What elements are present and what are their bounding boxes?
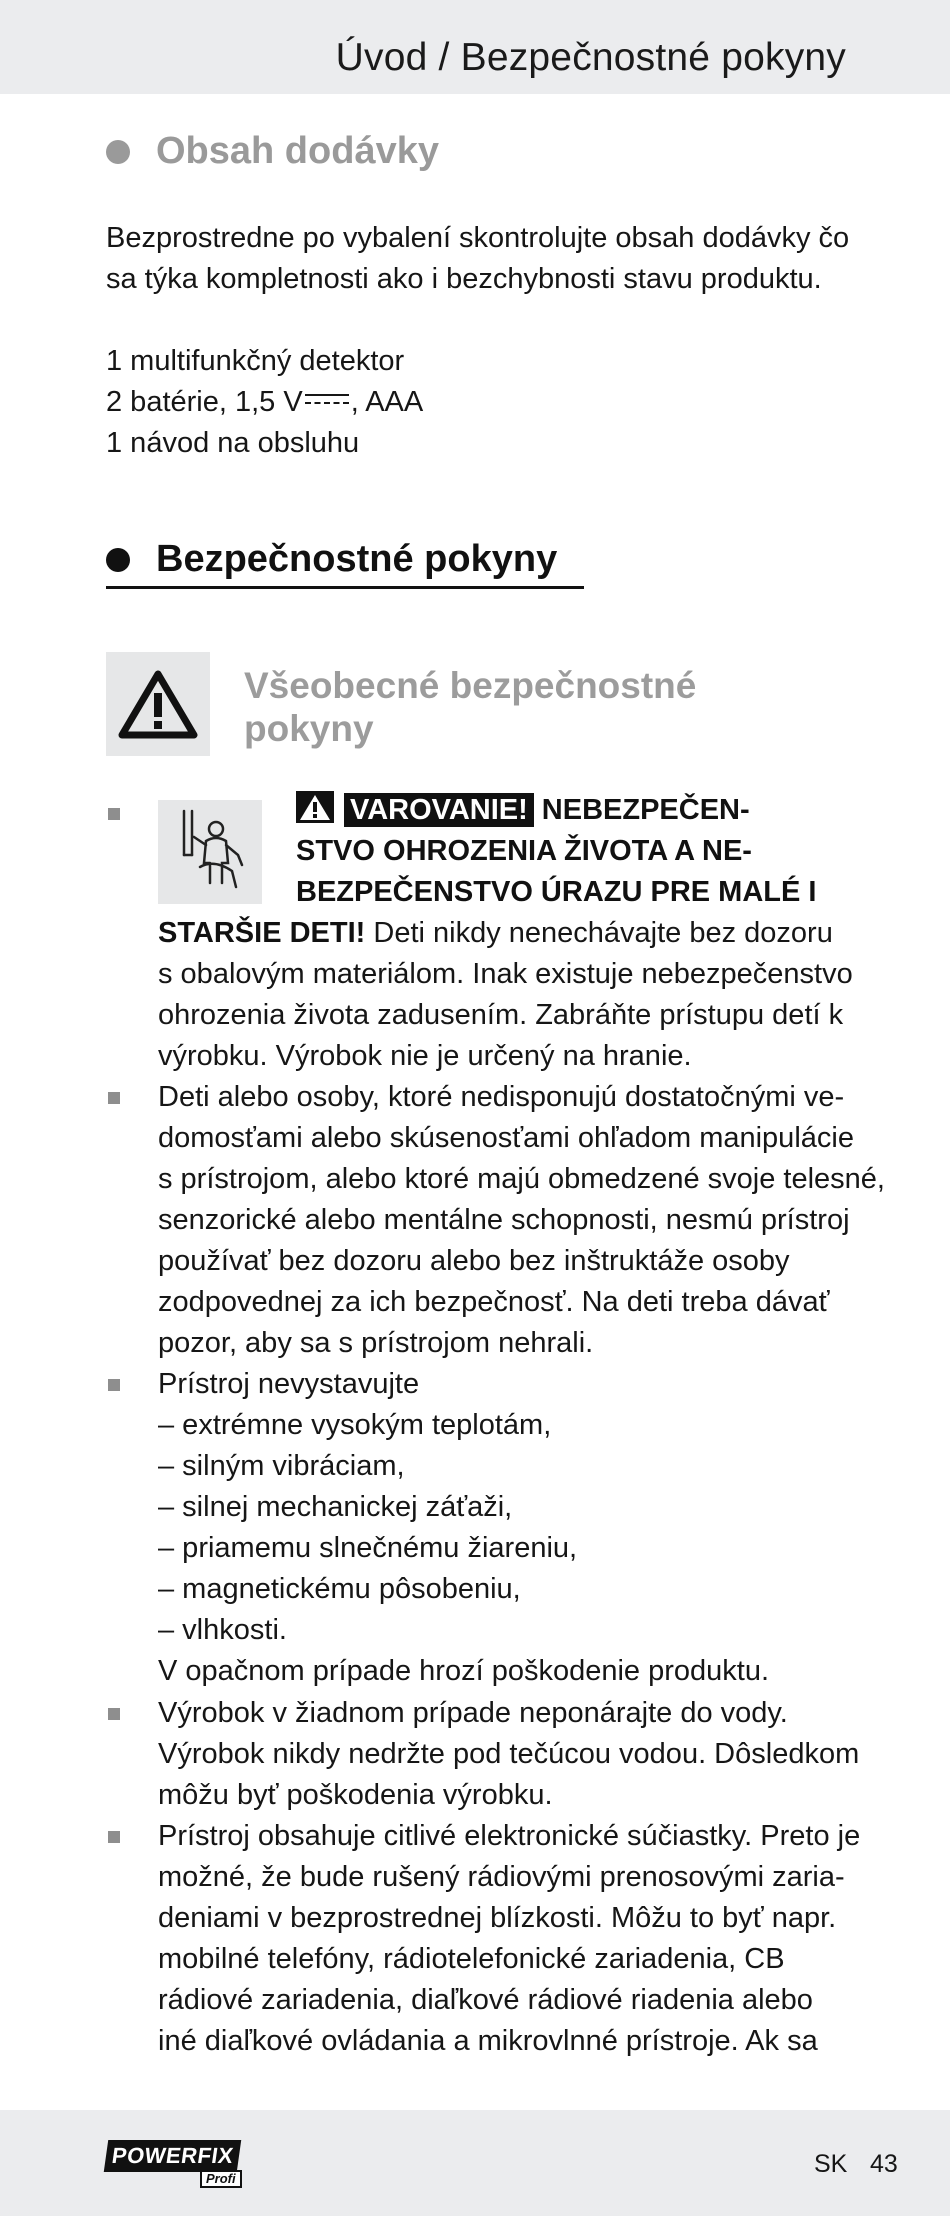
- warning-children-emphasis: STARŠIE DETI!: [158, 917, 366, 949]
- contents-intro-line: sa týka kompletnosti ako i bezchybnosti stavu produktu.: [106, 263, 822, 295]
- safety-item-line: s prístrojom, alebo ktoré majú obmedzené svoje telesné,: [158, 1163, 885, 1195]
- safety-item-line: Výrobok nikdy nedržte pod tečúcou vodou. Dôsledkom: [158, 1738, 860, 1770]
- list-bullet: [108, 808, 120, 820]
- batteries-text: 2 batérie, 1,5 V: [106, 386, 303, 418]
- warning-line-1-text: NEBEZPEČEN-: [541, 794, 750, 826]
- safety-item-line: Prístroj nevystavujte: [158, 1368, 420, 1400]
- warning-line-1: [296, 790, 750, 831]
- safety-item-line: V opačnom prípade hrozí poškodenie produktu.: [158, 1655, 770, 1687]
- general-safety-heading: [244, 664, 804, 750]
- safety-item-line: Prístroj obsahuje citlivé elektronické súčiastky. Preto je: [158, 1820, 861, 1852]
- safety-item-line: iné diaľkové ovládania a mikrovlnné prístroje. Ak sa: [158, 2025, 818, 2057]
- safety-item-line: – magnetickému pôsobeniu,: [158, 1573, 521, 1605]
- brand-logo: [106, 2140, 264, 2188]
- safety-heading-underline: [106, 586, 584, 589]
- warning-body-line: ohrozenia života zadusením. Zabráňte prístupu detí k: [158, 999, 844, 1031]
- safety-item-line: možné, že bude rušený rádiovými prenosovými zaria-: [158, 1861, 845, 1893]
- general-safety-heading-line: pokyny: [244, 708, 374, 749]
- safety-heading: [106, 538, 557, 581]
- dc-current-icon: [303, 390, 351, 412]
- safety-item-interference: [158, 1816, 861, 2062]
- warning-line-2: STVO OHROZENIA ŽIVOTA A NE-: [296, 835, 752, 867]
- warning-body-line: s obalovým materiálom. Inak existuje nebezpečenstvo: [158, 958, 853, 990]
- brand-logo-sub: Profi: [200, 2170, 242, 2188]
- safety-item-line: – priamemu slnečnému žiareniu,: [158, 1532, 578, 1564]
- safety-item-line: – vlhkosti.: [158, 1614, 287, 1646]
- heading-bullet-icon: [106, 548, 130, 572]
- safety-item-line: môžu byť poškodenia výrobku.: [158, 1779, 553, 1811]
- contents-list: [106, 341, 856, 464]
- safety-item-line: mobilné telefóny, rádiotelefonické zariadenia, CB: [158, 1943, 785, 1975]
- child-hazard-box: [158, 800, 262, 904]
- safety-item-line: – silným vibráciam,: [158, 1450, 405, 1482]
- safety-item-line: používať bez dozoru alebo bez inštruktáže osoby: [158, 1245, 790, 1277]
- page-number: 43: [870, 2150, 898, 2178]
- warning-triangle-icon: [296, 791, 334, 823]
- safety-item-water: [158, 1693, 858, 1816]
- safety-item-line: – silnej mechanickej záťaži,: [158, 1491, 513, 1523]
- batteries-type: , AAA: [350, 386, 424, 418]
- warning-triangle-icon: [118, 669, 198, 739]
- general-safety-heading-line: Všeobecné bezpečnostné: [244, 665, 697, 706]
- general-warning-box: [106, 652, 210, 756]
- page-header-title: Úvod / Bezpečnostné pokyny: [335, 36, 846, 79]
- safety-item-line: zodpovednej za ich bezpečnosť. Na deti treba dávať: [158, 1286, 830, 1318]
- warning-body-line: výrobku. Výrobok nie je určený na hranie.: [158, 1040, 692, 1072]
- safety-heading-text: Bezpečnostné pokyny: [156, 538, 558, 580]
- contents-intro-line: Bezprostredne po vybalení skontrolujte obsah dodávky čo: [106, 222, 850, 254]
- child-hazard-icon: [170, 807, 250, 897]
- safety-item-children: [158, 1077, 885, 1364]
- contents-intro: [106, 218, 856, 300]
- contents-heading: [106, 130, 439, 173]
- safety-item-line: pozor, aby sa s prístrojom nehrali.: [158, 1327, 594, 1359]
- heading-bullet-icon: [106, 140, 130, 164]
- safety-item-environment: [158, 1364, 858, 1692]
- warning-body-text: Deti nikdy nenechávajte bez dozoru: [365, 917, 833, 949]
- list-bullet: [108, 1092, 120, 1104]
- list-bullet: [108, 1379, 120, 1391]
- brand-logo-text: POWERFIX: [104, 2140, 242, 2172]
- contents-heading-text: Obsah dodávky: [156, 130, 439, 172]
- contents-item-batteries: [106, 382, 856, 423]
- contents-item-manual: 1 návod na obsluhu: [106, 427, 360, 459]
- warning-line-3: BEZPEČENSTVO ÚRAZU PRE MALÉ I: [296, 876, 817, 908]
- safety-item-line: – extrémne vysokým teplotám,: [158, 1409, 552, 1441]
- safety-item-line: rádiové zariadenia, diaľkové rádiové riadenia alebo: [158, 1984, 813, 2016]
- safety-item-line: domosťami alebo skúsenosťami ohľadom manipulácie: [158, 1122, 854, 1154]
- list-bullet: [108, 1831, 120, 1843]
- safety-item-line: Výrobok v žiadnom prípade neponárajte do vody.: [158, 1697, 788, 1729]
- warning-label: VAROVANIE!: [344, 793, 534, 827]
- warning-body: [158, 913, 858, 1077]
- safety-item-line: deniami v bezprostrednej blízkosti. Môžu to byť napr.: [158, 1902, 837, 1934]
- safety-item-line: Deti alebo osoby, ktoré nedisponujú dostatočnými ve-: [158, 1081, 845, 1113]
- contents-item-detector: 1 multifunkčný detektor: [106, 345, 405, 377]
- safety-item-line: senzorické alebo mentálne schopnosti, nesmú prístroj: [158, 1204, 850, 1236]
- footer-language: SK: [814, 2150, 848, 2178]
- list-bullet: [108, 1708, 120, 1720]
- warning-body-line: [158, 913, 858, 954]
